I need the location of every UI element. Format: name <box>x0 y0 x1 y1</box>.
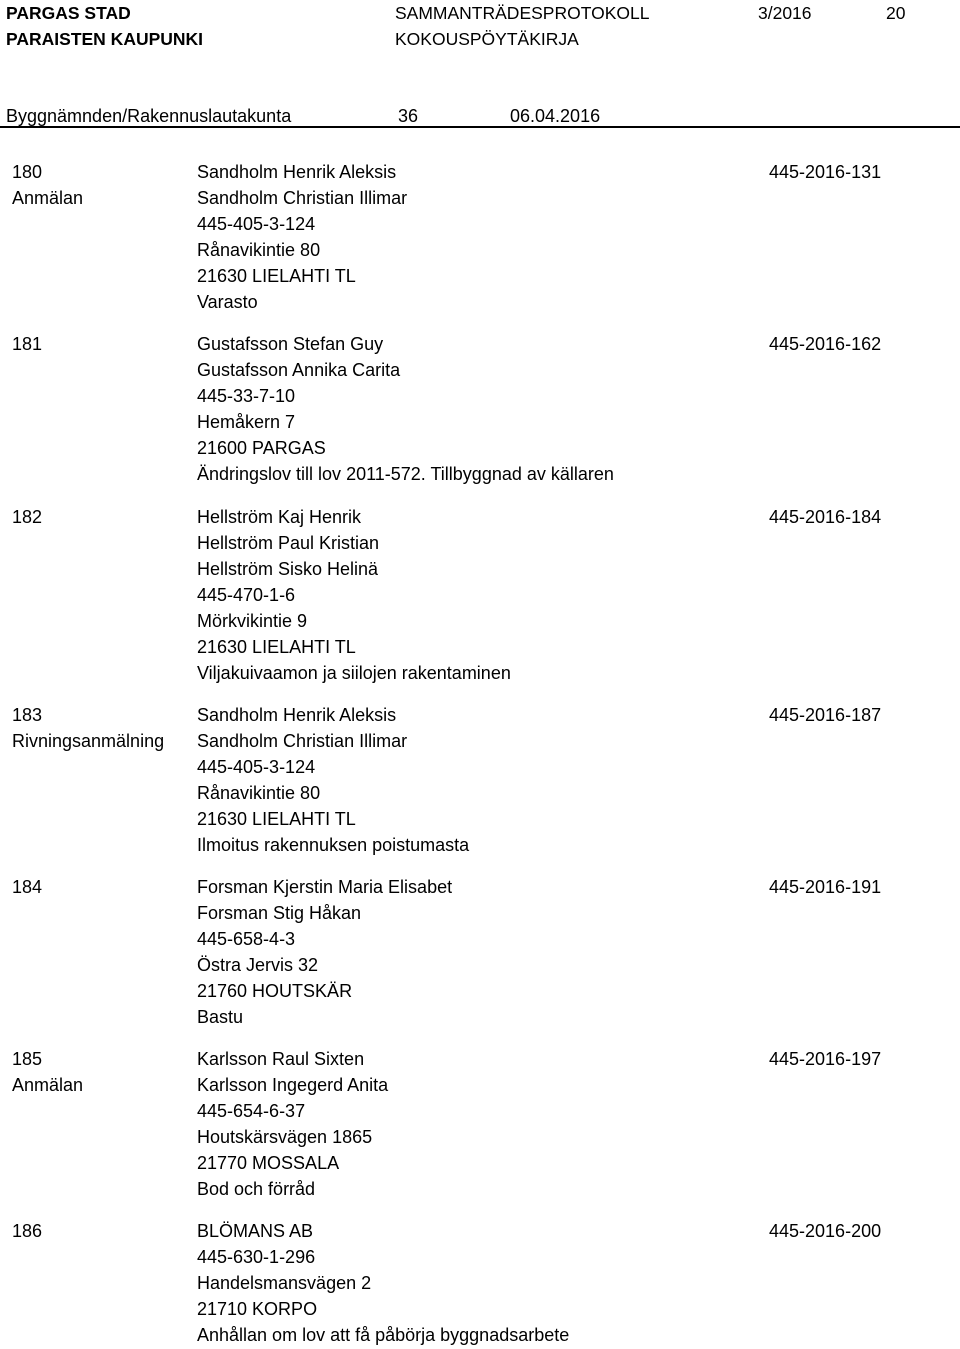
case-line: Ilmoitus rakennuksen poistumasta <box>197 835 470 855</box>
city-name-sv: PARGAS STAD <box>6 3 131 23</box>
case-line: 21710 KORPO <box>197 1299 318 1319</box>
case-line: 21630 LIELAHTI TL <box>197 266 356 286</box>
case-number: 184 <box>12 877 43 897</box>
case-reference: 445-2016-184 <box>769 507 882 527</box>
case-line: Östra Jervis 32 <box>197 955 319 975</box>
page-number: 20 <box>886 3 906 23</box>
doc-type-fi: KOKOUSPÖYTÄKIRJA <box>395 29 579 49</box>
protocol-number: 3/2016 <box>758 3 812 23</box>
case-line: Sandholm Henrik Aleksis <box>197 162 397 182</box>
case-reference: 445-2016-162 <box>769 334 882 354</box>
case-reference: 445-2016-197 <box>769 1049 882 1069</box>
case-number: 186 <box>12 1221 43 1241</box>
case-line: BLÖMANS AB <box>197 1221 314 1241</box>
case-number: 183 <box>12 705 43 725</box>
case-type: Anmälan <box>12 1075 84 1095</box>
case-line: Viljakuivaamon ja siilojen rakentaminen <box>197 663 511 683</box>
case-line: Bastu <box>197 1007 244 1027</box>
meeting-date: 06.04.2016 <box>510 106 601 126</box>
case-line: Gustafsson Stefan Guy <box>197 334 384 354</box>
case-line: Hellström Paul Kristian <box>197 533 380 553</box>
case-line: 445-33-7-10 <box>197 386 296 406</box>
case-number: 182 <box>12 507 43 527</box>
case-reference: 445-2016-187 <box>769 705 882 725</box>
case-line: Karlsson Ingegerd Anita <box>197 1075 389 1095</box>
case-line: Sandholm Henrik Aleksis <box>197 705 397 725</box>
case-number: 180 <box>12 162 43 182</box>
case-line: 21770 MOSSALA <box>197 1153 340 1173</box>
case-line: Hellström Kaj Henrik <box>197 507 362 527</box>
case-reference: 445-2016-200 <box>769 1221 882 1241</box>
case-line: 445-654-6-37 <box>197 1101 306 1121</box>
case-line: Rånavikintie 80 <box>197 783 321 803</box>
case-reference: 445-2016-191 <box>769 877 882 897</box>
case-line: 445-658-4-3 <box>197 929 296 949</box>
case-line: Sandholm Christian Illimar <box>197 188 408 208</box>
section-number: 36 <box>398 106 419 126</box>
case-line: Ändringslov till lov 2011-572. Tillbyggnad av källaren <box>197 464 614 484</box>
case-line: Hemåkern 7 <box>197 412 296 432</box>
case-line: Mörkvikintie 9 <box>197 611 308 631</box>
case-reference: 445-2016-131 <box>769 162 882 182</box>
case-line: 445-470-1-6 <box>197 585 296 605</box>
case-line: Gustafsson Annika Carita <box>197 360 401 380</box>
case-line: 21630 LIELAHTI TL <box>197 637 356 657</box>
case-line: Handelsmansvägen 2 <box>197 1273 372 1293</box>
case-line: Karlsson Raul Sixten <box>197 1049 365 1069</box>
case-line: 21630 LIELAHTI TL <box>197 809 356 829</box>
case-line: Rånavikintie 80 <box>197 240 321 260</box>
case-type: Anmälan <box>12 188 84 208</box>
case-line: 445-405-3-124 <box>197 757 316 777</box>
case-line: Forsman Stig Håkan <box>197 903 362 923</box>
header-divider <box>0 126 960 128</box>
case-line: Anhållan om lov att få påbörja byggnadsarbete <box>197 1325 570 1345</box>
case-line: 445-405-3-124 <box>197 214 316 234</box>
case-line: Varasto <box>197 292 258 312</box>
case-number: 185 <box>12 1049 43 1069</box>
case-line: 21600 PARGAS <box>197 438 326 458</box>
case-line: 445-630-1-296 <box>197 1247 316 1267</box>
case-line: Hellström Sisko Helinä <box>197 559 379 579</box>
case-line: Forsman Kjerstin Maria Elisabet <box>197 877 453 897</box>
case-line: Bod och förråd <box>197 1179 316 1199</box>
case-line: Sandholm Christian Illimar <box>197 731 408 751</box>
case-line: Houtskärsvägen 1865 <box>197 1127 373 1147</box>
case-number: 181 <box>12 334 43 354</box>
doc-type-sv: SAMMANTRÄDESPROTOKOLL <box>395 3 650 23</box>
case-type: Rivningsanmälning <box>12 731 165 751</box>
city-name-fi: PARAISTEN KAUPUNKI <box>6 29 204 49</box>
committee-name: Byggnämnden/Rakennuslautakunta <box>6 106 292 126</box>
case-line: 21760 HOUTSKÄR <box>197 981 353 1001</box>
